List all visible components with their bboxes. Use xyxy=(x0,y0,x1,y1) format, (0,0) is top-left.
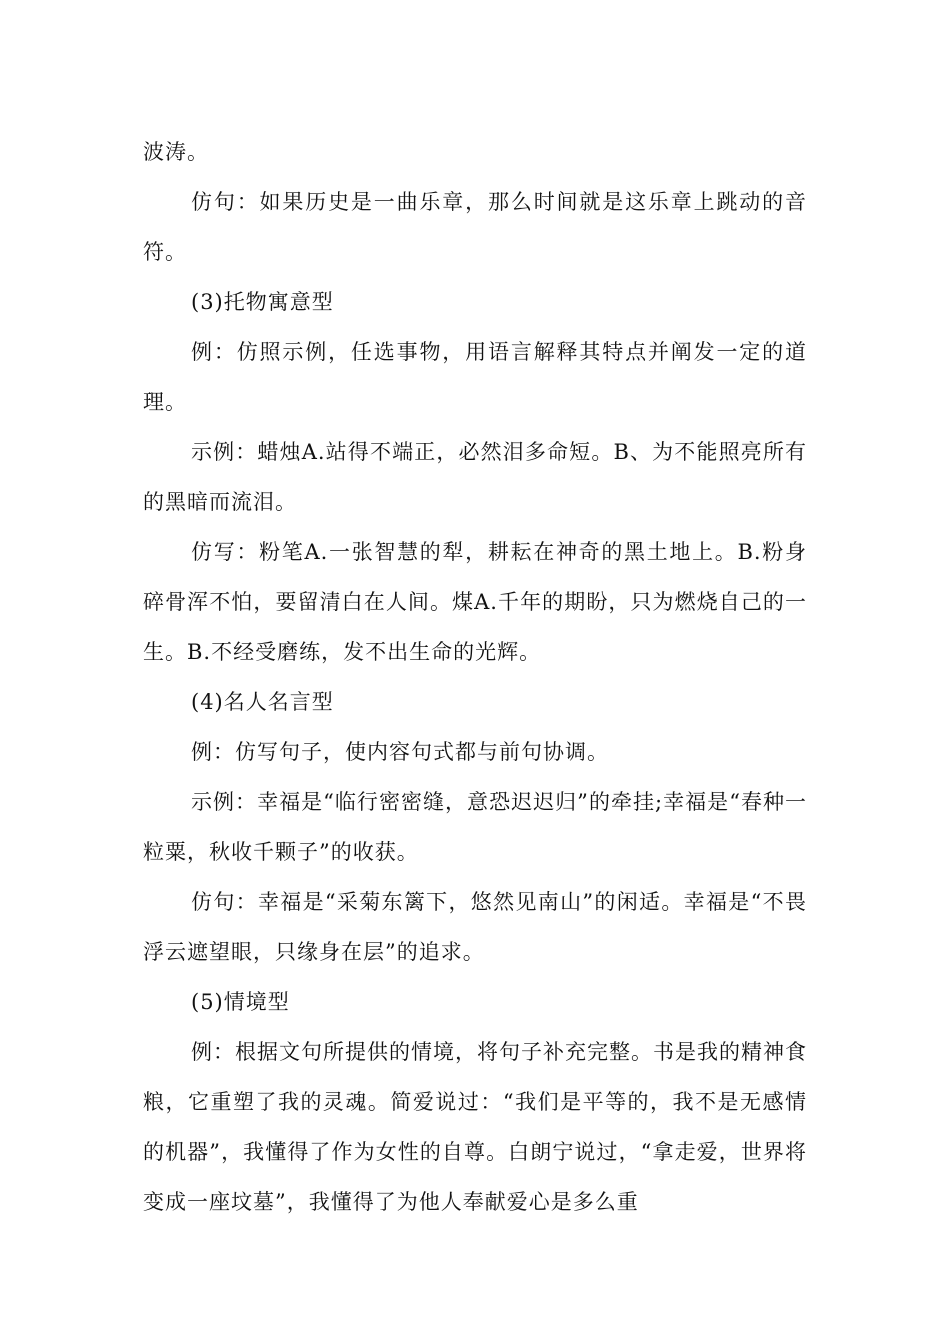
paragraph-example-4: 例：仿写句子，使内容句式都与前句协调。 xyxy=(191,740,609,764)
paragraph-example-3: 例：仿照示例，任选事物，用语言解释其特点并阐发一定的道理。 xyxy=(143,340,807,414)
paragraph-sample-happiness: 示例：幸福是“临行密密缝，意恐迟迟归”的牵挂;幸福是“春种一粒粟，秋收千颗子”的收获。 xyxy=(143,790,807,864)
paragraph-continuation: 波涛。 xyxy=(143,140,209,164)
paragraph-imitation-sentence: 仿句：如果历史是一曲乐章，那么时间就是这乐章上跳动的音符。 xyxy=(143,190,807,264)
section-heading-5: (5)情境型 xyxy=(191,990,290,1014)
paragraph-imitation-chalk-coal: 仿写：粉笔A.一张智慧的犁，耕耘在神奇的黑土地上。B.粉身碎骨浑不怕，要留清白在人间。煤A.千年的期盼，只为燃烧自己的一生。B.不经受磨练，发不出生命的光辉。 xyxy=(143,540,807,664)
section-heading-4: (4)名人名言型 xyxy=(191,690,334,714)
paragraph-sample-candle: 示例：蜡烛A.站得不端正，必然泪多命短。B、为不能照亮所有的黑暗而流泪。 xyxy=(143,440,807,514)
paragraph-example-5: 例：根据文句所提供的情境，将句子补充完整。书是我的精神食粮，它重塑了我的灵魂。简爱说过：“我们是平等的，我不是无感情的机器”，我懂得了作为女性的自尊。白朗宁说过，“拿走爱，世界将变成一座坟墓”，我懂得了为他人奉献爱心是多么重 xyxy=(143,1040,807,1214)
section-heading-3: (3)托物寓意型 xyxy=(191,290,334,314)
paragraph-imitation-happiness: 仿句：幸福是“采菊东篱下，悠然见南山”的闲适。幸福是“不畏浮云遮望眼，只缘身在层”的追求。 xyxy=(143,890,807,964)
